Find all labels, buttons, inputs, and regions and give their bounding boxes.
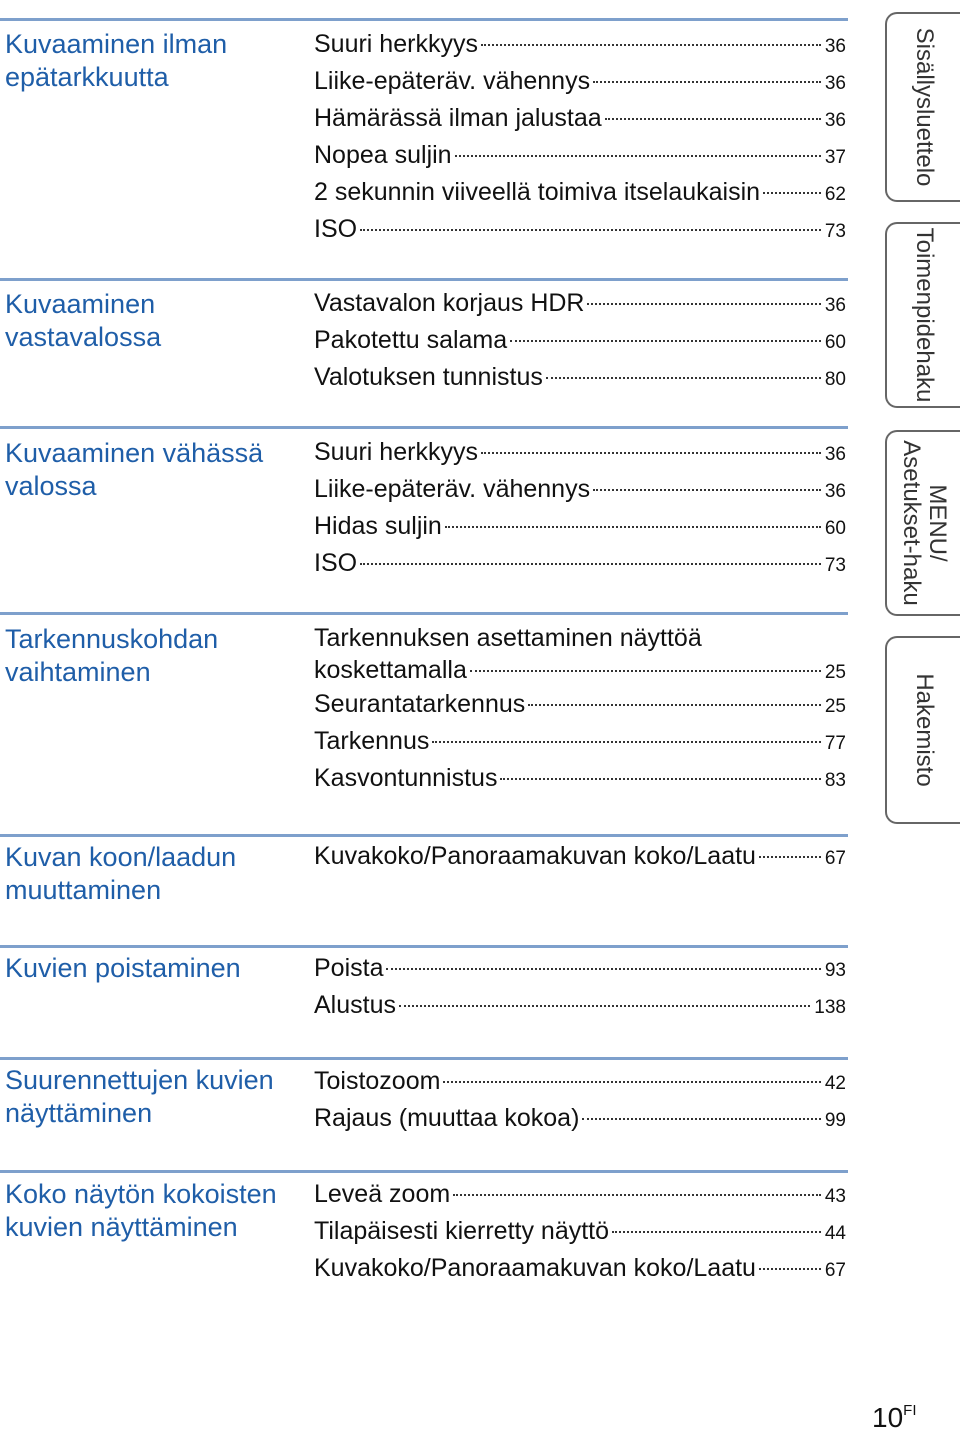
dot-leader — [612, 1231, 821, 1233]
dot-leader — [445, 526, 821, 528]
entry-list — [314, 26, 846, 248]
section-heading: Kuvaaminen ilman epätarkkuutta — [5, 29, 228, 92]
entry-label: Rajaus (muuttaa kokoa) — [314, 1104, 580, 1132]
entry-label: Tilapäisesti kierretty näyttö — [314, 1217, 610, 1245]
entry-label: Hidas suljin — [314, 512, 442, 540]
dot-leader — [481, 452, 821, 454]
dot-leader — [763, 192, 821, 194]
index-entry[interactable] — [314, 623, 846, 686]
entry-label: Kasvontunnistus — [314, 764, 498, 792]
section-heading: Tarkennuskohdan vaihtaminen — [5, 624, 219, 687]
dot-leader — [432, 741, 821, 743]
dot-leader — [587, 303, 820, 305]
entry-page: 25 — [824, 662, 846, 683]
index-entry[interactable] — [314, 1100, 846, 1137]
index-entry[interactable] — [314, 950, 846, 987]
entry-page: 36 — [824, 36, 846, 57]
page-number — [872, 1402, 917, 1434]
dot-leader — [360, 563, 821, 565]
entry-label: Liike-epäteräv. vähennys — [314, 67, 591, 95]
entry-list — [314, 950, 846, 1024]
index-entry[interactable] — [314, 26, 846, 63]
tab-menu-settings-search-label — [898, 440, 950, 605]
section-divider — [0, 426, 848, 429]
index-entry[interactable] — [314, 1176, 846, 1213]
entry-page: 73 — [824, 221, 846, 242]
index-entry[interactable] — [314, 723, 846, 760]
index-entry[interactable] — [314, 100, 846, 137]
entry-page: 67 — [824, 848, 846, 869]
section-heading: Kuvaaminen vähässä valossa — [5, 438, 264, 501]
entry-label: ISO — [314, 549, 358, 577]
index-entry[interactable] — [314, 434, 846, 471]
section-divider — [0, 278, 848, 281]
entry-list — [314, 1063, 846, 1137]
dot-leader — [500, 778, 820, 780]
entry-label: Pakotettu salama — [314, 326, 508, 354]
index-entry[interactable] — [314, 211, 846, 248]
entry-list — [314, 838, 846, 875]
tab-menu-line2: Asetukset-haku — [897, 440, 925, 606]
index-entry[interactable] — [314, 137, 846, 174]
entry-label: koskettamalla — [314, 656, 467, 684]
entry-page: 36 — [824, 444, 846, 465]
entry-page: 36 — [824, 481, 846, 502]
entry-label: 2 sekunnin viiveellä toimiva itselaukaisin — [314, 178, 761, 206]
index-entry[interactable] — [314, 760, 846, 797]
dot-leader — [453, 1194, 821, 1196]
dot-leader — [759, 1268, 821, 1270]
entry-page: 36 — [824, 295, 846, 316]
index-entry[interactable] — [314, 987, 846, 1024]
section-heading: Kuvaaminen vastavalossa — [5, 289, 162, 352]
entry-label: Hämärässä ilman jalustaa — [314, 104, 602, 132]
dot-leader — [546, 377, 821, 379]
section-divider — [0, 1170, 848, 1173]
entry-page: 36 — [824, 110, 846, 131]
tab-index[interactable] — [885, 636, 960, 824]
entry-label: Suuri herkkyys — [314, 438, 478, 466]
tab-operation-search-label: Toimenpidehaku — [910, 227, 938, 403]
index-entry[interactable] — [314, 285, 846, 322]
entry-page: 138 — [814, 997, 846, 1018]
index-entry[interactable] — [314, 545, 846, 582]
entry-list — [314, 285, 846, 396]
tab-menu-line1: MENU/ — [923, 484, 951, 562]
index-entry[interactable] — [314, 1063, 846, 1100]
index-entry[interactable] — [314, 838, 846, 875]
section-divider — [0, 612, 848, 615]
entry-page: 36 — [824, 73, 846, 94]
dot-leader — [455, 155, 821, 157]
entry-label: Kuvakoko/Panoraamakuvan koko/Laatu — [314, 1254, 756, 1282]
entry-label: Leveä zoom — [314, 1180, 451, 1208]
entry-page: 25 — [824, 696, 846, 717]
entry-label: Tarkennuksen asettaminen näyttöä — [314, 624, 702, 652]
section-heading: Kuvien poistaminen — [5, 953, 241, 983]
entry-page: 60 — [824, 332, 846, 353]
dot-leader — [481, 44, 821, 46]
entry-label: Kuvakoko/Panoraamakuvan koko/Laatu — [314, 842, 756, 870]
entry-page: 42 — [824, 1073, 846, 1094]
dot-leader — [386, 968, 820, 970]
entry-label: Nopea suljin — [314, 141, 452, 169]
entry-list — [314, 623, 846, 797]
dot-leader — [528, 704, 821, 706]
entry-label: Valotuksen tunnistus — [314, 363, 543, 391]
dot-leader — [470, 670, 821, 672]
index-entry[interactable] — [314, 471, 846, 508]
section-divider — [0, 1057, 848, 1060]
section-divider — [0, 945, 848, 948]
index-entry[interactable] — [314, 686, 846, 723]
entry-page: 77 — [824, 733, 846, 754]
index-entry[interactable] — [314, 1250, 846, 1287]
page-number-value: 10 — [872, 1402, 904, 1433]
dot-leader — [360, 229, 821, 231]
tab-operation-search[interactable] — [885, 222, 960, 408]
entry-label: Seurantatarkennus — [314, 690, 526, 718]
entry-page: 83 — [824, 770, 846, 791]
section-heading: Suurennettujen kuvien näyttäminen — [5, 1065, 274, 1128]
entry-page: 80 — [824, 369, 846, 390]
dot-leader — [759, 856, 821, 858]
entry-page: 93 — [824, 960, 846, 981]
entry-line — [314, 654, 846, 686]
page-number-suffix: FI — [903, 1401, 917, 1419]
dot-leader — [605, 118, 821, 120]
entry-label: Tarkennus — [314, 727, 430, 755]
dot-leader — [582, 1118, 820, 1120]
entry-page: 62 — [824, 184, 846, 205]
dot-leader — [593, 489, 821, 491]
entry-list — [314, 1176, 846, 1287]
dot-leader — [399, 1005, 810, 1007]
entry-label: Suuri herkkyys — [314, 30, 478, 58]
index-entry[interactable] — [314, 1213, 846, 1250]
index-entry[interactable] — [314, 322, 846, 359]
entry-page: 37 — [824, 147, 846, 168]
section-heading: Koko näytön kokoisten kuvien näyttäminen — [5, 1179, 277, 1242]
entry-label: Liike-epäteräv. vähennys — [314, 475, 591, 503]
section-heading: Kuvan koon/laadun muuttaminen — [5, 842, 237, 905]
section-divider — [0, 834, 848, 837]
entry-page: 60 — [824, 518, 846, 539]
entry-page: 73 — [824, 555, 846, 576]
entry-page: 43 — [824, 1186, 846, 1207]
section-divider — [0, 18, 848, 21]
dot-leader — [510, 340, 821, 342]
tab-menu-settings-search[interactable] — [885, 430, 960, 616]
entry-label: Alustus — [314, 991, 396, 1019]
index-entry[interactable] — [314, 174, 846, 211]
entry-label: Poista — [314, 954, 384, 982]
entry-page: 67 — [824, 1260, 846, 1281]
entry-label: Toistozoom — [314, 1067, 441, 1095]
index-entry[interactable] — [314, 63, 846, 100]
entry-page: 99 — [824, 1110, 846, 1131]
index-entry[interactable] — [314, 359, 846, 396]
entry-label: Vastavalon korjaus HDR — [314, 289, 585, 317]
entry-page: 44 — [824, 1223, 846, 1244]
entry-list — [314, 434, 846, 582]
entry-label: ISO — [314, 215, 358, 243]
index-entry[interactable] — [314, 508, 846, 545]
dot-leader — [443, 1081, 820, 1083]
tab-contents-label: Sisällysluettelo — [910, 27, 938, 187]
tab-index-label: Hakemisto — [910, 673, 938, 787]
tab-contents[interactable] — [885, 12, 960, 202]
dot-leader — [593, 81, 821, 83]
